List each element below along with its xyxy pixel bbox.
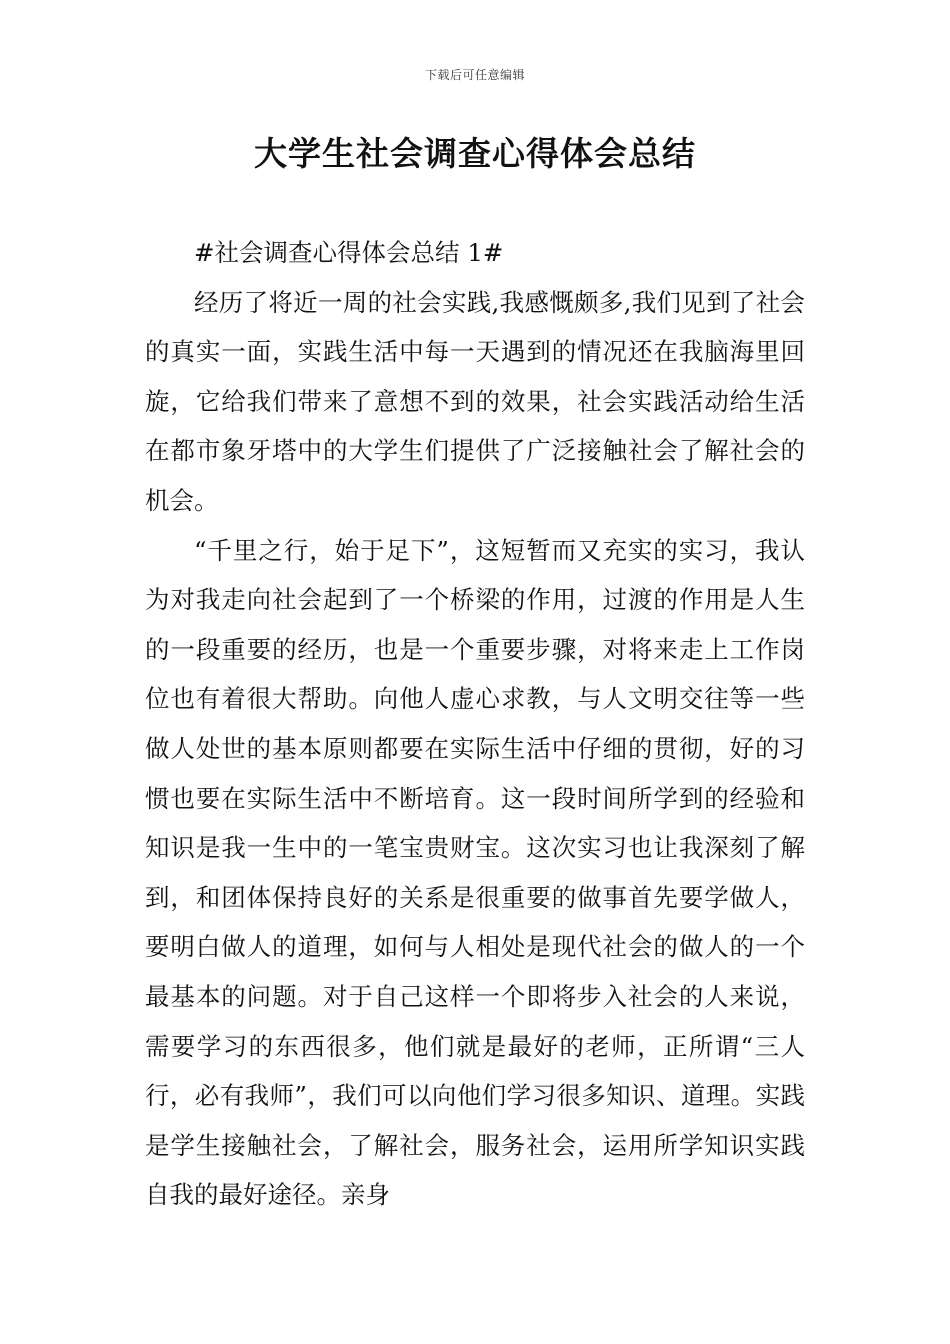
document-title: 大学生社会调查心得体会总结 bbox=[254, 134, 696, 173]
section-heading: #社会调查心得体会总结 1# bbox=[194, 238, 504, 267]
body-paragraph: “千里之行，始于足下”，这短暂而又充实的实习，我认为对我走向社会起到了一个桥梁的作用，过渡的作用是人生的一段重要的经历，也是一个重要步骤，对将来走上工作岗位也有着很大帮助。向他人虚心求教，与人文明交往等一些做人处世的基本原则都要在实际生活中仔细的贯彻，好的习惯也要在实际生活中不断培育。这一段时间所学到的经验和知识是我一生中的一笔宝贵财宝。这次实习也让我深刻了解到，和团体保持良好的关系是很重要的做事首先要学做人，要明白做人的道理，如何与人相处是现代社会的做人的一个最基本的问题。对于自己这样一个即将步入社会的人来说，需要学习的东西很多，他们就是最好的老师，正所谓“三人行，必有我师”，我们可以向他们学习很多知识、道理。实践是学生接触社会，了解社会，服务社会，运用所学知识实践自我的最好途径。亲身 bbox=[145, 535, 805, 1210]
body-paragraph: 经历了将近一周的社会实践,我感慨颇多,我们见到了社会的真实一面，实践生活中每一天遇到的情况还在我脑海里回旋，它给我们带来了意想不到的效果，社会实践活动给生活在都市象牙塔中的大学生们提供了广泛接触社会了解社会的机会。 bbox=[145, 287, 805, 515]
header-note: 下载后可任意编辑 bbox=[424, 68, 525, 82]
document-body bbox=[145, 228, 805, 1220]
